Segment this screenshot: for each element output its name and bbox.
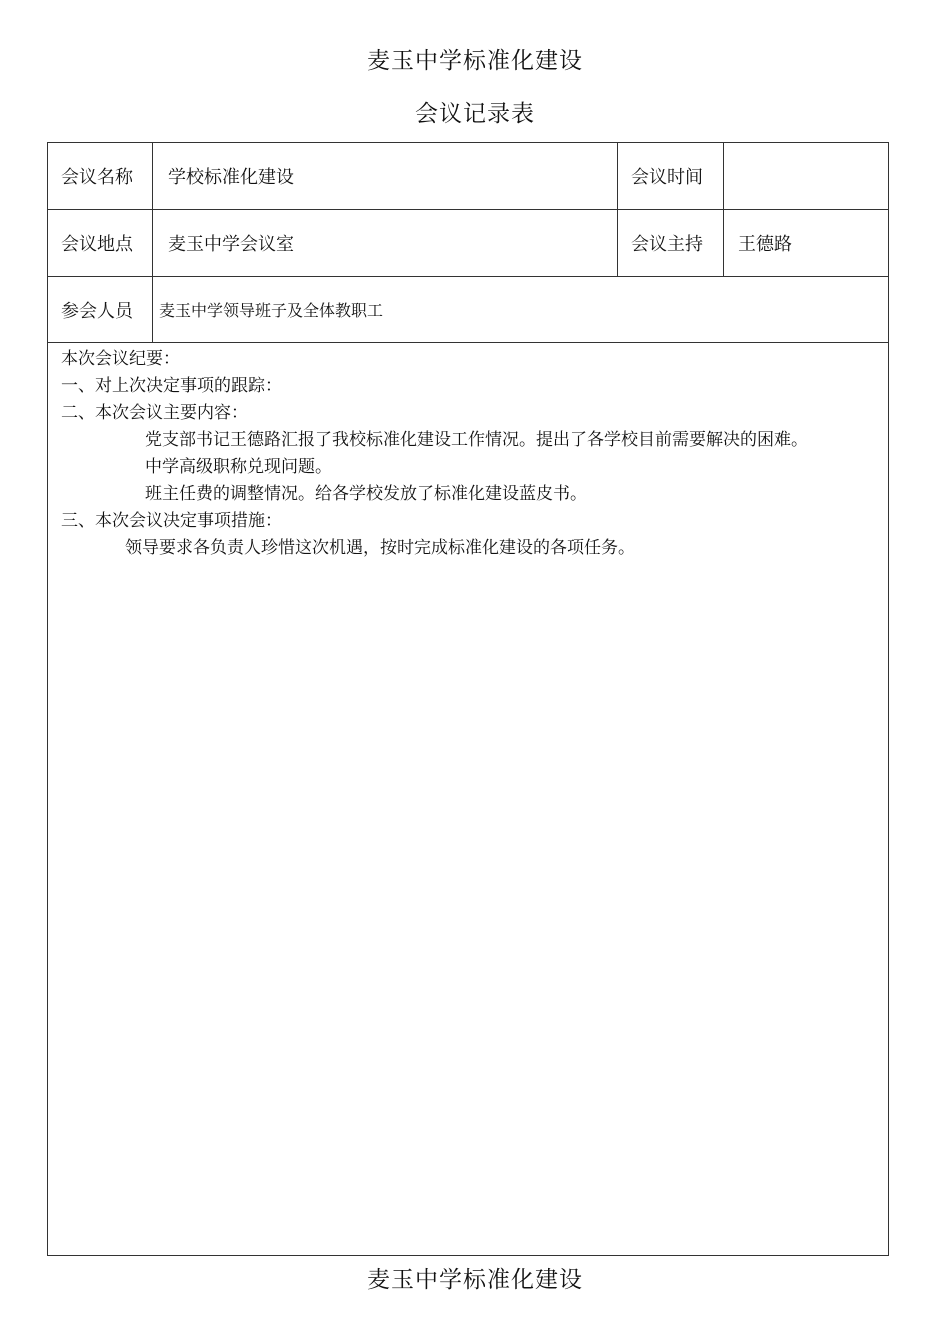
notes-paragraph-2: 中学高级职称兑现问题。: [145, 457, 332, 477]
notes-item-1: 一、对上次决定事项的跟踪：: [61, 376, 282, 396]
attendees-label: 参会人员: [48, 277, 153, 342]
meeting-time-label: 会议时间: [618, 143, 724, 209]
meeting-location-value: 麦玉中学会议室: [153, 210, 618, 276]
meeting-location-label: 会议地点: [48, 210, 153, 276]
form-row-location-host: [48, 210, 888, 277]
page-footer: 麦玉中学标准化建设: [367, 1267, 583, 1293]
form-row-name-time: [48, 143, 888, 210]
notes-heading: 本次会议纪要：: [61, 349, 180, 369]
meeting-host-label: 会议主持: [618, 210, 724, 276]
attendees-value: 麦玉中学领导班子及全体教职工: [159, 301, 384, 320]
meeting-name-value: 学校标准化建设: [153, 143, 618, 209]
meeting-time-value: [724, 143, 888, 209]
meeting-name-label: 会议名称: [48, 143, 153, 209]
meeting-notes: [48, 343, 888, 562]
document-title: 麦玉中学标准化建设: [367, 48, 583, 74]
meeting-host-value: 王德路: [738, 234, 792, 255]
meeting-record-form: [47, 142, 889, 1256]
notes-paragraph-4: 领导要求各负责人珍惜这次机遇，按时完成标准化建设的各项任务。: [125, 538, 635, 558]
notes-item-3: 三、本次会议决定事项措施：: [61, 511, 282, 531]
notes-item-2: 二、本次会议主要内容：: [61, 403, 248, 423]
document-subtitle: 会议记录表: [415, 101, 535, 127]
form-row-attendees: [48, 277, 888, 343]
notes-paragraph-3: 班主任费的调整情况。给各学校发放了标准化建设蓝皮书。: [145, 484, 587, 504]
notes-paragraph-1: 党支部书记王德路汇报了我校标准化建设工作情况。提出了各学校目前需要解决的困难。: [145, 430, 808, 450]
